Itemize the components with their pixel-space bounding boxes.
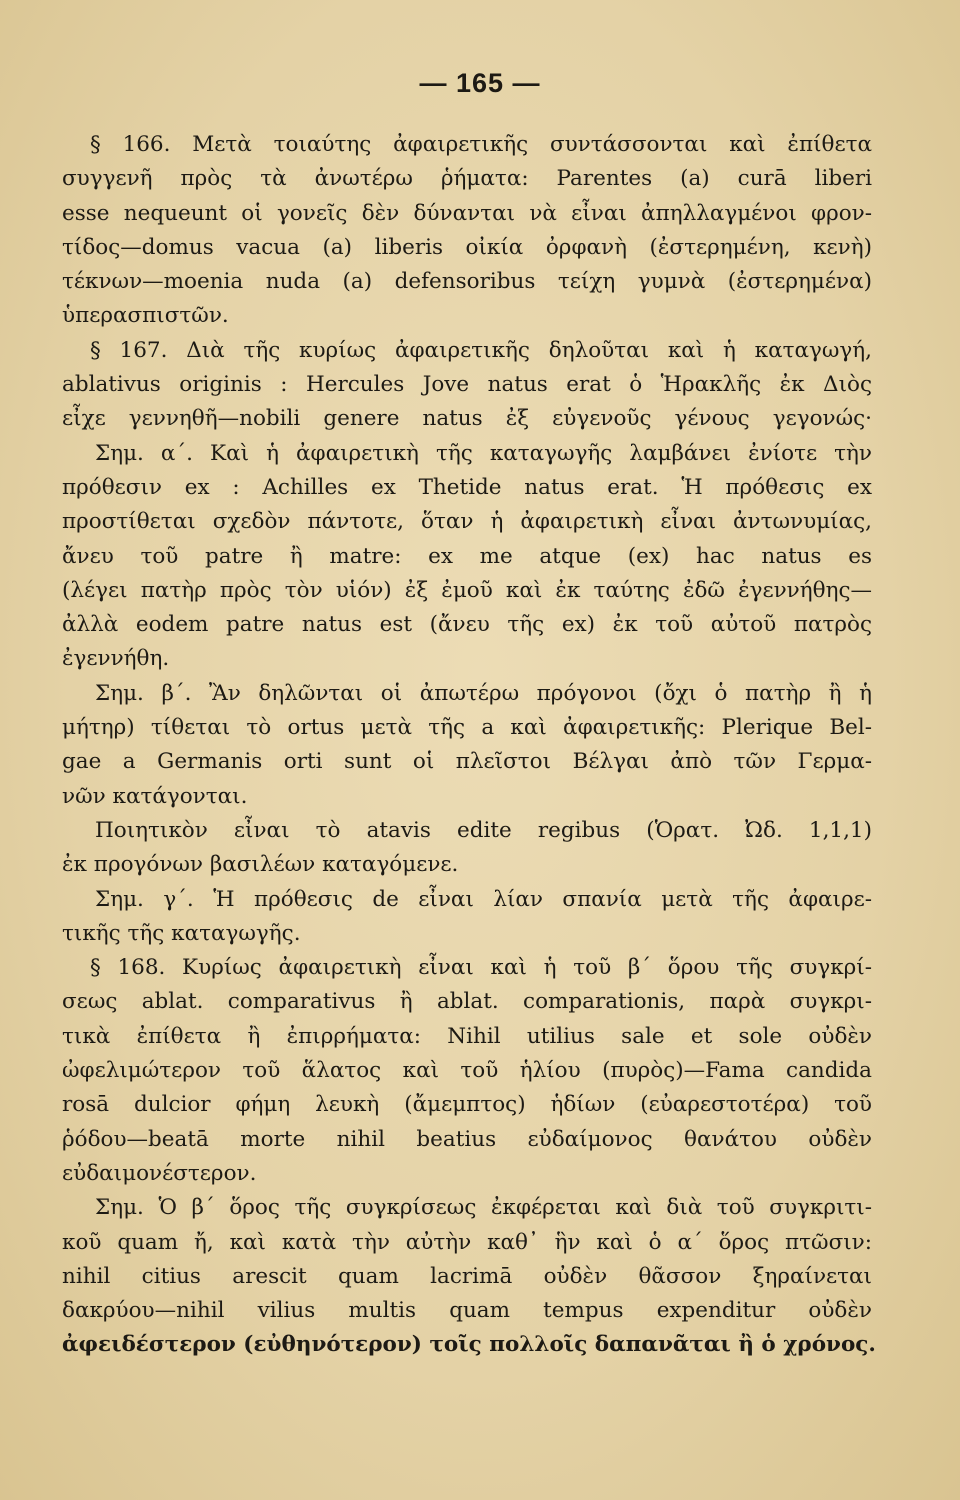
- page-number: — 165 —: [419, 68, 541, 98]
- text-line: ἄνευ τοῦ patre ἢ matre: ex me atque (ex) hac natus es: [62, 543, 872, 569]
- text-line: ὠφελιμώτερον τοῦ ἅλατος καὶ τοῦ ἡλίου (πυρὸς)—Fama candida: [62, 1058, 872, 1084]
- text-line: τέκνων—moenia nuda (a) defensoribus τείχη γυμνὰ (ἐστερημένα): [62, 269, 872, 295]
- text-line: (λέγει πατὴρ πρὸς τὸν υἱόν) ἐξ ἐμοῦ καὶ ἐκ ταύτης ἐδῶ ἐγεννήθης—: [62, 577, 872, 603]
- text-line: Σημ. α΄. Καὶ ἡ ἀφαιρετικὴ τῆς καταγωγῆς λαμβάνει ἐνίοτε τὴν: [95, 440, 872, 466]
- text-line: τικῆς τῆς καταγωγῆς.: [62, 920, 301, 946]
- text-line: nihil citius arescit quam lacrimā οὐδὲν θᾶσσον ξηραίνεται: [62, 1263, 872, 1289]
- text-line: ablativus originis : Hercules Jove natus erat ὁ Ἡρακλῆς ἐκ Διὸς: [62, 372, 872, 398]
- text-line: εἶχε γεννηθῆ—nobili genere natus ἐξ εὐγενοῦς γένους γεγονώς·: [62, 406, 872, 432]
- text-line: Σημ. γ΄. Ἡ πρόθεσις de εἶναι λίαν σπανία μετὰ τῆς ἀφαιρε-: [95, 886, 872, 912]
- text-line: προστίθεται σχεδὸν πάντοτε, ὅταν ἡ ἀφαιρετικὴ εἶναι ἀντωνυμίας,: [62, 509, 872, 535]
- text-line: τίδος—domus vacua (a) liberis οἰκία ὀρφανὴ (ἐστερημένη, κενὴ): [62, 234, 872, 260]
- text-line: ἐγεννήθη.: [62, 646, 170, 672]
- text-line: κοῦ quam ἤ, καὶ κατὰ τὴν αὐτὴν καθ᾽ ἣν καὶ ὁ α΄ ὅρος πτῶσιν:: [62, 1229, 872, 1255]
- text-line: δακρύου—nihil vilius multis quam tempus expenditur οὐδὲν: [62, 1298, 872, 1324]
- text-line: πρόθεσιν ex : Achilles ex Thetide natus erat. Ἡ πρόθεσις ex: [62, 474, 872, 500]
- text-line: συγγενῆ πρὸς τὰ ἀνωτέρω ῥήματα: Parentes (a) curā liberi: [62, 166, 872, 192]
- text-line: μήτηρ) τίθεται τὸ ortus μετὰ τῆς a καὶ ἀφαιρετικῆς: Plerique Bel-: [62, 715, 872, 741]
- text-line: ῥόδου—beatā morte nihil beatius εὐδαίμονος θανάτου οὐδὲν: [62, 1126, 872, 1152]
- text-line: ὑπερασπιστῶν.: [62, 303, 229, 329]
- text-line: Σημ. β΄. Ἂν δηλῶνται οἱ ἀπωτέρω πρόγονοι (ὄχι ὁ πατὴρ ἢ ἡ: [95, 680, 872, 706]
- text-line: ἐκ προγόνων βασιλέων καταγόμενε.: [62, 852, 459, 878]
- text-line: ἀλλὰ eodem patre natus est (ἄνευ τῆς ex) ἐκ τοῦ αὐτοῦ πατρὸς: [62, 612, 872, 638]
- text-line: § 166. Μετὰ τοιαύτης ἀφαιρετικῆς συντάσσονται καὶ ἐπίθετα: [90, 132, 872, 157]
- text-line: Ποιητικὸν εἶναι τὸ atavis edite regibus (Ὁρατ. Ὠδ. 1,1,1): [95, 817, 872, 843]
- text-line: σεως ablat. comparativus ἢ ablat. comparationis, παρὰ συγκρι-: [62, 989, 872, 1015]
- text-line: τικὰ ἐπίθετα ἢ ἐπιρρήματα: Nihil utilius sale et sole οὐδὲν: [62, 1023, 872, 1049]
- text-line: gae a Germanis orti sunt οἱ πλεῖστοι Βέλγαι ἀπὸ τῶν Γερμα-: [62, 749, 872, 775]
- text-line: § 168. Κυρίως ἀφαιρετικὴ εἶναι καὶ ἡ τοῦ β΄ ὅρου τῆς συγκρί-: [90, 955, 872, 981]
- text-line: rosā dulcior φήμη λευκὴ (ἄμεμπτος) ἡδίων (εὐαρεστοτέρα) τοῦ: [62, 1092, 872, 1118]
- text-line: esse nequeunt οἱ γονεῖς δὲν δύνανται νὰ εἶναι ἀπηλλαγμένοι φρον-: [62, 200, 872, 226]
- text-body: [62, 128, 876, 1363]
- text-line: § 167. Διὰ τῆς κυρίως ἀφαιρετικῆς δηλοῦται καὶ ἡ καταγωγή,: [90, 337, 872, 363]
- text-line: Σημ. Ὁ β΄ ὅρος τῆς συγκρίσεως ἐκφέρεται καὶ διὰ τοῦ συγκριτι-: [95, 1195, 872, 1221]
- text-line: εὐδαιμονέστερον.: [62, 1160, 257, 1186]
- text-line: ἀφειδέστερον (εὐθηνότερον) τοῖς πολλοῖς δαπανᾶται ἢ ὁ χρόνος.: [62, 1332, 876, 1358]
- text-line: νῶν κατάγονται.: [62, 783, 248, 809]
